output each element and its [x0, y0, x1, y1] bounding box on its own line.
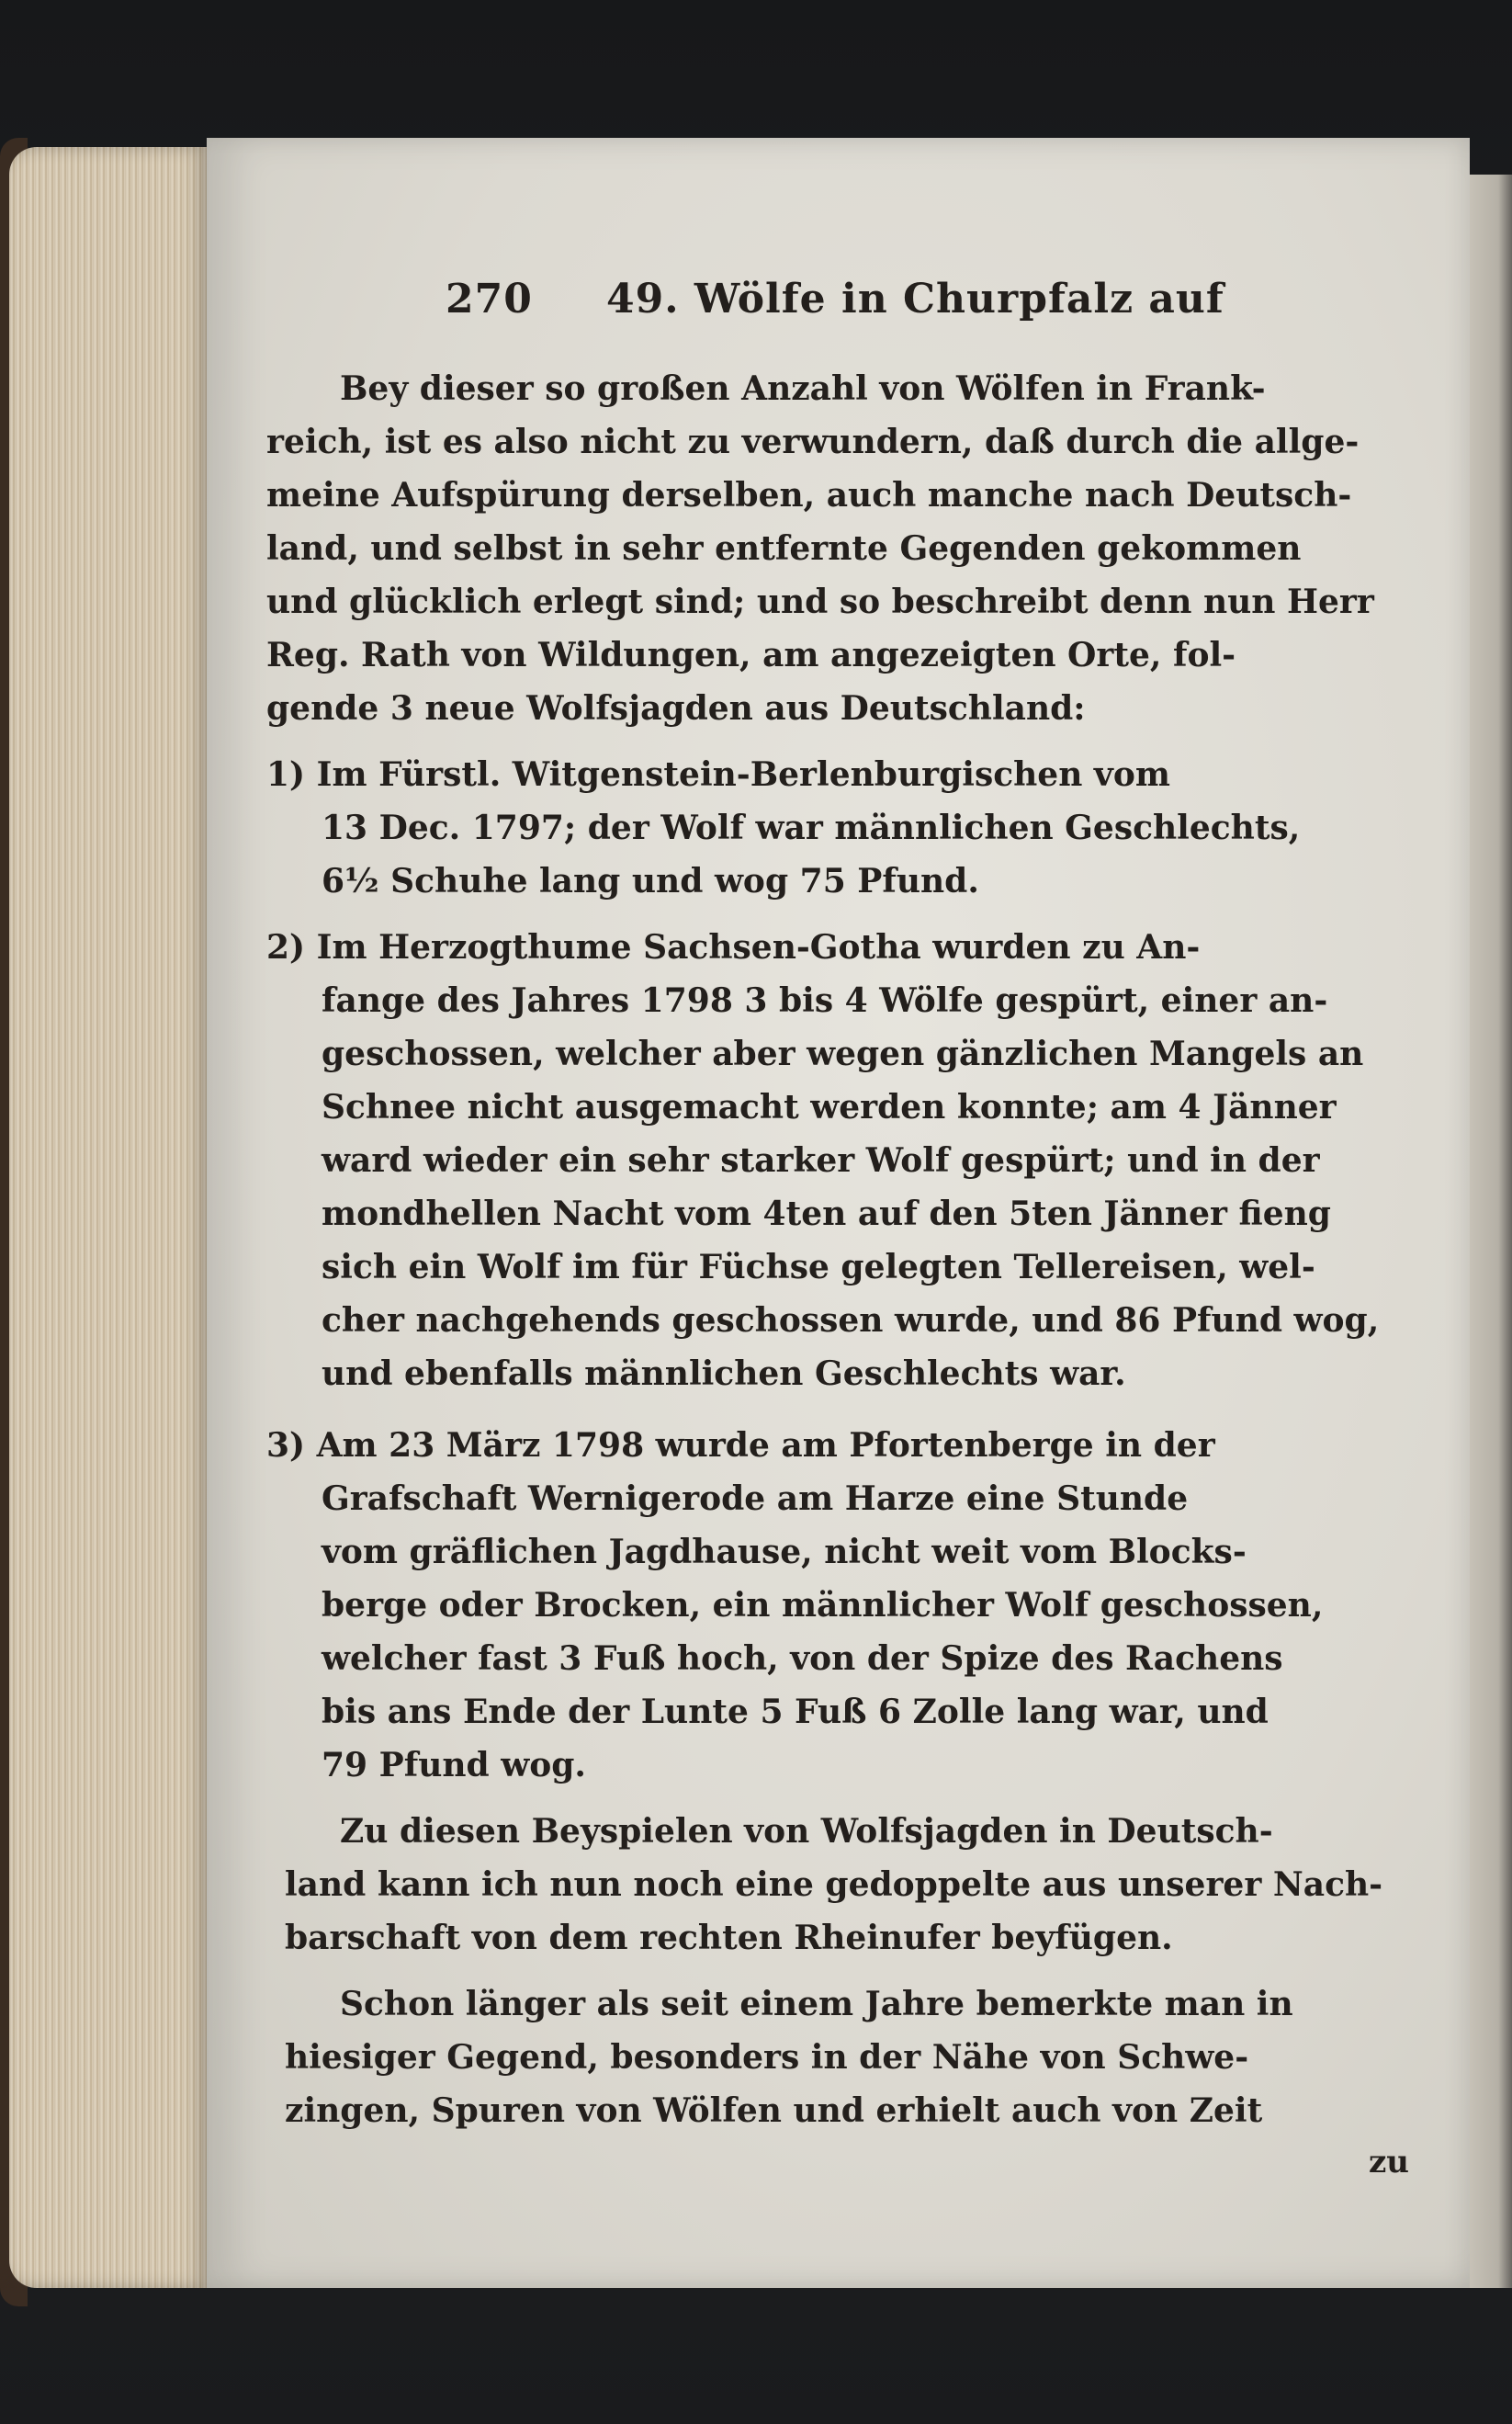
- text-line: Grafschaft Wernigerode am Harze eine Stunde: [322, 1479, 1189, 1518]
- book-page: [207, 138, 1470, 2288]
- text-line: barschaft von dem rechten Rheinufer beyfügen.: [285, 1919, 1173, 1957]
- text-line: 3) Am 23 März 1798 wurde am Pfortenberge in der: [266, 1426, 1215, 1465]
- text-line: Bey dieser so großen Anzahl von Wölfen in Frank-: [340, 369, 1266, 408]
- text-line: 2) Im Herzogthume Sachsen-Gotha wurden zu An-: [266, 928, 1201, 967]
- text-line: berge oder Brocken, ein männlicher Wolf geschossen,: [322, 1586, 1324, 1625]
- text-line: welcher fast 3 Fuß hoch, von der Spize des Rachens: [322, 1639, 1283, 1678]
- running-header: [446, 276, 1224, 323]
- text-line: land, und selbst in sehr entfernte Gegenden gekommen: [266, 529, 1302, 568]
- text-line: 1) Im Fürstl. Witgenstein-Berlenburgischen vom: [266, 755, 1170, 794]
- text-line: und ebenfalls männlichen Geschlechts war.: [322, 1354, 1126, 1393]
- text-line: 13 Dec. 1797; der Wolf war männlichen Geschlechts,: [322, 809, 1301, 847]
- text-line: zingen, Spuren von Wölfen und erhielt auch von Zeit: [285, 2091, 1263, 2130]
- text-line: und glücklich erlegt sind; und so beschreibt denn nun Herr: [266, 583, 1374, 621]
- facing-page-edge: [1465, 175, 1512, 2288]
- catchword: zu: [1369, 2144, 1410, 2180]
- page-block-edge: [9, 147, 207, 2288]
- text-line: sich ein Wolf im für Füchse gelegten Tellereisen, wel-: [322, 1248, 1315, 1286]
- text-line: meine Aufspürung derselben, auch manche nach Deutsch-: [266, 476, 1352, 515]
- text-line: geschossen, welcher aber wegen gänzlichen Mangels an: [322, 1035, 1364, 1073]
- text-line: ward wieder ein sehr starker Wolf gespürt; und in der: [322, 1141, 1320, 1180]
- text-line: land kann ich nun noch eine gedoppelte aus unserer Nach-: [285, 1865, 1383, 1904]
- text-line: mondhellen Nacht vom 4ten auf den 5ten Jänner fieng: [322, 1195, 1331, 1233]
- text-line: 6½ Schuhe lang und wog 75 Pfund.: [322, 862, 979, 901]
- text-line: fange des Jahres 1798 3 bis 4 Wölfe gespürt, einer an-: [322, 981, 1328, 1020]
- text-line: hiesiger Gegend, besonders in der Nähe von Schwe-: [285, 2038, 1249, 2077]
- page-number: 270: [446, 276, 533, 323]
- text-line: vom gräflichen Jagdhause, nicht weit vom Blocks-: [322, 1533, 1247, 1571]
- text-line: 79 Pfund wog.: [322, 1746, 586, 1784]
- text-line: Schon länger als seit einem Jahre bemerkte man in: [340, 1985, 1293, 2023]
- text-line: Zu diesen Beyspielen von Wolfsjagden in Deutsch-: [340, 1812, 1273, 1851]
- text-line: bis ans Ende der Lunte 5 Fuß 6 Zolle lang war, und: [322, 1693, 1269, 1731]
- text-line: Schnee nicht ausgemacht werden konnte; am 4 Jänner: [322, 1088, 1337, 1127]
- text-line: gende 3 neue Wolfsjagden aus Deutschland:: [266, 689, 1086, 728]
- text-line: reich, ist es also nicht zu verwundern, daß durch die allge-: [266, 423, 1360, 461]
- text-line: Reg. Rath von Wildungen, am angezeigten Orte, fol-: [266, 636, 1236, 674]
- text-line: cher nachgehends geschossen wurde, und 86 Pfund wog,: [322, 1301, 1380, 1340]
- running-head-title: 49. Wölfe in Churpfalz auf: [606, 276, 1224, 323]
